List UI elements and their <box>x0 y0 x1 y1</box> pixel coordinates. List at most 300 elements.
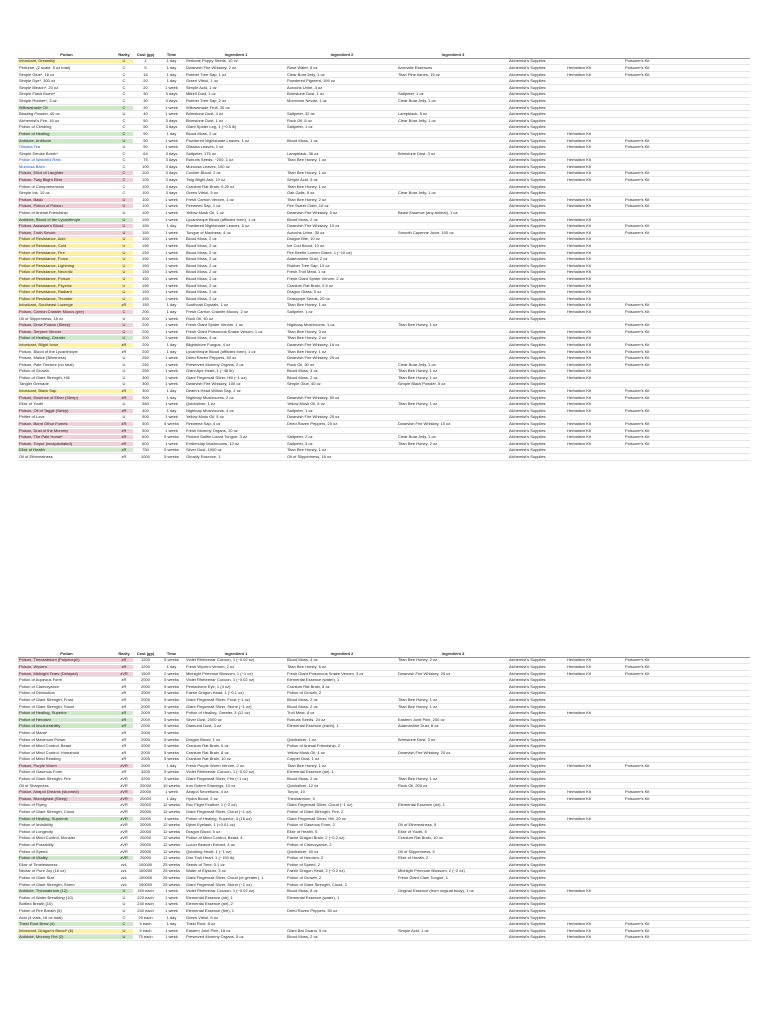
cell-ingredient-1: Dried Raven Peppers, 50 oz <box>186 356 237 361</box>
cell-rarity: C <box>122 125 126 130</box>
cell-potion: Poison, Malice (Blindness) <box>19 356 67 361</box>
cell-rarity: C <box>122 65 126 70</box>
cell-ingredient-2: Titan Bee Honey, 1 oz <box>287 303 327 308</box>
cell-ingredient-1: Fresh Mummy Organs, 10 oz <box>186 428 238 433</box>
cell-ingredient-3: Elixir of Health, 2 <box>398 856 429 861</box>
cell-kit-poisoner: Poisoner's Kit <box>625 671 650 676</box>
cell-cost: 20000 <box>139 790 152 795</box>
cell-potion: Poison, Midnight Tears (Delayed) <box>18 672 114 676</box>
cell-cost: 100 <box>142 191 149 196</box>
cell-ingredient-3: Clear Boar Jelly, 1 oz <box>398 98 436 103</box>
cell-kit-herbalism: Herbalism Kit <box>567 329 591 334</box>
cell-cost: 16 <box>143 72 148 77</box>
cell-time: 1 week <box>165 105 178 110</box>
cell-kit-alchemist: Alchemist's Supplies <box>509 402 546 407</box>
table-row <box>18 118 750 125</box>
table-row <box>18 309 750 316</box>
cell-cost: 250 <box>142 369 149 374</box>
cell-ingredient-1: Iron Golem Shavings, 10 oz <box>186 783 236 788</box>
cell-kit-alchemist: Alchemist's Supplies <box>509 303 546 308</box>
table-row <box>18 697 750 704</box>
cell-ingredient-1: Blood Moss, 2 oz <box>186 250 217 255</box>
table-row <box>18 763 750 770</box>
cell-ingredient-1: Emberclap Mushrooms, 10 oz <box>186 441 240 446</box>
cell-ingredient-3: Titan Bee Honey, 1 oz <box>398 369 438 374</box>
cell-kit-poisoner: Poisoner's Kit <box>625 204 650 209</box>
cell-potion: Potion of Vitality <box>18 856 114 860</box>
cell-ingredient-2: Blood Moss, 4 oz <box>287 369 318 374</box>
cell-time: 1 week <box>165 112 178 117</box>
cell-rarity: C <box>122 92 126 97</box>
cell-ingredient-1: Giant Spider Leg, 1 (~0.5 lb) <box>186 125 237 130</box>
cell-ingredient-2: Saltpeter, 1 oz <box>287 125 313 130</box>
cell-kit-alchemist: Alchemist's Supplies <box>509 72 546 77</box>
cell-cost: 1200 <box>141 664 150 669</box>
header-ingredient-1: Ingredient 1 <box>224 651 248 656</box>
cell-ingredient-2: Blood Moss, 2 oz <box>287 777 318 782</box>
table-row <box>18 434 750 441</box>
table-row <box>18 862 750 869</box>
cell-potion: Poison, Wyvern <box>18 665 114 669</box>
cell-potion: Simple Smoke Bomb* <box>19 151 58 156</box>
cell-time: 5 weeks <box>164 724 179 729</box>
cell-kit-alchemist: Alchemist's Supplies <box>509 270 546 275</box>
cell-kit-alchemist: Alchemist's Supplies <box>509 237 546 242</box>
cell-potion: Potion of Healing, Supreme <box>18 817 114 821</box>
cell-time: 25 weeks <box>163 869 180 874</box>
cell-ingredient-1: Southcalt Crystals, 1 oz <box>186 303 229 308</box>
cell-ingredient-1: Djinni Eyelash, 1 (<0.01 oz) <box>186 823 236 828</box>
cell-potion: Potion of Giant Strength, Storm <box>19 882 75 887</box>
cell-rarity: zVR <box>114 764 133 768</box>
cell-rarity: U <box>122 902 126 907</box>
cell-kit-poisoner: Poisoner's Kit <box>625 435 650 440</box>
cell-ingredient-1: Cranium Rat Brain, 10 oz <box>186 757 231 762</box>
cell-cost: 150 <box>142 237 149 242</box>
cell-kit-alchemist: Alchemist's Supplies <box>509 244 546 249</box>
cell-rarity: U <box>114 284 133 288</box>
cell-kit-poisoner: Poisoner's Kit <box>625 230 650 235</box>
cell-ingredient-2: Titan Bee Honey, 1 oz <box>287 763 327 768</box>
cell-ingredient-3: Beast Essence (any animal), 1 oz <box>398 211 458 216</box>
cell-rarity: C <box>114 132 133 136</box>
cell-rarity: zVR <box>120 810 128 815</box>
cell-kit-poisoner: Poisoner's Kit <box>625 178 650 183</box>
table-row <box>18 316 750 323</box>
cell-ingredient-2: Simple Acid, 5 oz <box>287 178 318 183</box>
cell-ingredient-1: Serkone Poppy Seeds, 10 oz <box>186 59 238 64</box>
table-row <box>18 776 750 783</box>
header-ingredient-1: Ingredient 1 <box>224 52 248 57</box>
cell-kit-alchemist: Alchemist's Supplies <box>509 283 546 288</box>
cell-kit-alchemist: Alchemist's Supplies <box>509 276 546 281</box>
cell-ingredient-2: Fresh Troll Meat, 1 oz <box>287 270 326 275</box>
cell-kit-poisoner: Poisoner's Kit <box>625 224 650 229</box>
cell-kit-alchemist: Alchemist's Supplies <box>509 922 546 927</box>
cell-cost: 500 <box>142 428 149 433</box>
table-row <box>18 415 750 422</box>
table-row <box>18 882 750 889</box>
cell-potion: Intoxicant, Southeast Lozenge <box>18 303 114 307</box>
cell-potion: Potion of Mind Reading <box>19 757 61 762</box>
cell-cost: 100 <box>142 178 149 183</box>
cell-ingredient-2: Troll Meat, 8 oz <box>287 711 315 716</box>
cell-rarity: U <box>114 264 133 268</box>
cell-cost: 50 <box>143 131 148 136</box>
cell-kit-herbalism: Herbalism Kit <box>567 263 591 268</box>
table-row <box>18 138 750 145</box>
cell-kit-alchemist: Alchemist's Supplies <box>509 389 546 394</box>
table-row <box>18 717 750 724</box>
cell-ingredient-2: Dwarvish Fire Whiskey, 50 oz <box>287 395 340 400</box>
cell-ingredient-3: Clear Boar Jelly, 1 oz <box>398 191 436 196</box>
cell-rarity: zVR <box>114 817 133 821</box>
cell-time: 12 weeks <box>163 810 180 815</box>
cell-cost: 600 <box>142 435 149 440</box>
cell-time: 2 weeks <box>164 671 179 676</box>
cell-kit-alchemist: Alchemist's Supplies <box>509 935 546 940</box>
cell-ingredient-1: Rubber Tree Sap, 2 oz <box>186 98 227 103</box>
cell-kit-poisoner: Poisoner's Kit <box>625 59 650 64</box>
cell-kit-herbalism: Herbalism Kit <box>567 763 591 768</box>
cell-ingredient-1: Fresh Wyvern Venom, 2 oz <box>186 664 235 669</box>
cell-cost: 20000 <box>139 803 152 808</box>
cell-cost: 200 <box>142 349 149 354</box>
cell-ingredient-1: Giant Fingernail Sliver, Fire (~1 oz) <box>186 777 248 782</box>
cell-cost: 500 <box>142 422 149 427</box>
cell-ingredient-1: Dwarvish Fire Whiskey, 100 oz <box>186 382 241 387</box>
cell-kit-herbalism: Herbalism Kit <box>567 435 591 440</box>
cell-ingredient-2: Rubber Tree Sap, 10 oz <box>287 263 330 268</box>
cell-kit-herbalism: Herbalism Kit <box>567 158 591 163</box>
cell-kit-alchemist: Alchemist's Supplies <box>509 250 546 255</box>
cell-ingredient-2: Roburis Seeds, 24 oz <box>287 717 326 722</box>
cell-rarity: C <box>122 164 126 169</box>
cell-ingredient-2: Copper Dust, 1 oz <box>287 757 320 762</box>
cell-kit-herbalism: Herbalism Kit <box>567 349 591 354</box>
cell-potion: Potion of Resistance, Fire <box>18 251 114 255</box>
table-row <box>18 355 750 362</box>
cell-ingredient-1: Pentadrone Eye, 1 (4 oz) <box>186 684 231 689</box>
cell-kit-herbalism: Herbalism Kit <box>567 250 591 255</box>
cell-potion[interactable]: Olisuba Tea <box>19 145 41 150</box>
cell-kit-poisoner: Poisoner's Kit <box>625 145 650 150</box>
cell-kit-alchemist: Alchemist's Supplies <box>509 112 546 117</box>
cell-ingredient-1: Pickled Saltfin Lizard Tongue, 3 oz <box>186 435 248 440</box>
cell-kit-alchemist: Alchemist's Supplies <box>509 336 546 341</box>
cell-ingredient-2: Saltpeter, 1 oz <box>287 408 313 413</box>
cell-ingredient-1: Fresh Carrion Venom, 1 oz <box>186 197 234 202</box>
cell-rarity: zzL <box>120 882 128 887</box>
header-time: Time <box>166 52 177 57</box>
cell-cost: 2000 <box>141 757 150 762</box>
cell-potion: Nectar of Pure Joy (16 oz) <box>19 869 66 874</box>
cell-ingredient-3: Midnight Primrose Blossom, 2 (~2 oz) <box>398 869 465 874</box>
cell-rarity: C <box>114 171 133 175</box>
table-row <box>18 849 750 856</box>
cell-ingredient-2: Blood Moss, 8 oz <box>287 889 318 894</box>
cell-rarity: zR <box>114 343 133 347</box>
cell-kit-herbalism: Herbalism Kit <box>567 796 591 801</box>
cell-kit-alchemist: Alchemist's Supplies <box>509 118 546 123</box>
cell-cost: 150 <box>142 270 149 275</box>
cell-rarity: zVR <box>114 672 133 676</box>
cell-kit-poisoner: Poisoner's Kit <box>625 922 650 927</box>
cell-kit-alchemist: Alchemist's Supplies <box>509 875 546 880</box>
table-row <box>18 151 750 158</box>
cell-cost: 150 <box>142 230 149 235</box>
table-row <box>18 658 750 665</box>
cell-ingredient-1: Simple Acid, 1 oz <box>186 85 217 90</box>
cell-rarity: U <box>122 369 126 374</box>
cell-ingredient-1: Twig Blight Ash, 10 oz <box>186 178 226 183</box>
cell-kit-poisoner: Poisoner's Kit <box>625 664 650 669</box>
cell-ingredient-1: Saltpeter, 175 oz <box>186 151 217 156</box>
cell-potion: Perfume, (2 scale, 8 oz total) <box>19 65 71 70</box>
cell-cost: 2000 <box>141 678 150 683</box>
cell-rarity: U <box>114 198 133 202</box>
cell-ingredient-1: Green Vitriol, 1 oz <box>186 79 218 84</box>
cell-rarity: zzL <box>120 862 128 867</box>
cell-time: 1 week <box>165 257 178 262</box>
cell-kit-herbalism: Herbalism Kit <box>567 270 591 275</box>
cell-time: 1 week <box>165 250 178 255</box>
cell-kit-herbalism: Herbalism Kit <box>567 283 591 288</box>
cell-time: 3 days <box>165 171 178 176</box>
cell-cost: 20000 <box>139 829 152 834</box>
cell-cost: 2000 <box>141 697 150 702</box>
cell-rarity: zR <box>114 448 133 452</box>
cell-kit-alchemist: Alchemist's Supplies <box>509 882 546 887</box>
cell-ingredient-1: Violet Rheteenar Cocoon, 1 (~0.02 oz) <box>186 678 255 683</box>
cell-rarity: zR <box>114 429 133 433</box>
header-rarity: Rarity <box>118 52 130 57</box>
cell-time: 1 week <box>165 889 178 894</box>
cell-cost: 300 <box>142 395 149 400</box>
cell-time: 10 weeks <box>163 783 180 788</box>
cell-cost: 150 <box>142 217 149 222</box>
cell-ingredient-2: Dwarvish Fire Whiskey, 16 oz <box>287 342 340 347</box>
cell-potion: Potion of Water Breathing (10) <box>19 895 73 900</box>
cell-cost: 5 each <box>139 922 152 927</box>
cell-time: 5 weeks <box>164 750 179 755</box>
cell-kit-alchemist: Alchemist's Supplies <box>509 664 546 669</box>
cell-ingredient-3: Titan Bee Honey, 2 oz <box>398 658 438 663</box>
cell-rarity: C <box>122 79 126 84</box>
cell-kit-alchemist: Alchemist's Supplies <box>509 151 546 156</box>
cell-time: 1 week <box>165 217 178 222</box>
cell-kit-herbalism: Herbalism Kit <box>567 816 591 821</box>
cell-ingredient-2: Dried Raven Peppers, 50 oz <box>287 908 338 913</box>
cell-time: 1 week <box>165 197 178 202</box>
cell-potion: Alchemist's Fire, 16 oz <box>19 118 60 123</box>
cell-time: 5 weeks <box>164 422 179 427</box>
cell-ingredient-2: Fresh Giant Poisonous Snake Venom, 3 oz <box>287 671 364 676</box>
cell-time: 25 weeks <box>163 882 180 887</box>
cell-kit-alchemist: Alchemist's Supplies <box>509 204 546 209</box>
cell-kit-alchemist: Alchemist's Supplies <box>509 422 546 427</box>
cell-kit-herbalism: Herbalism Kit <box>567 922 591 927</box>
cell-ingredient-2: Quicksilver, 1 oz <box>287 737 317 742</box>
cell-rarity: zR <box>114 435 133 439</box>
cell-time: 12 weeks <box>163 829 180 834</box>
cell-kit-poisoner: Poisoner's Kit <box>625 422 650 427</box>
cell-kit-alchemist: Alchemist's Supplies <box>509 750 546 755</box>
table-row <box>18 816 750 823</box>
cell-ingredient-2: Blood Moss, 2 oz <box>287 375 318 380</box>
cell-cost: 3200 <box>141 770 150 775</box>
table-row <box>18 796 750 803</box>
cell-ingredient-1: Giant Fingernail Sliver, Storm (~1 oz) <box>186 882 252 887</box>
cell-cost: 25 each <box>138 915 153 920</box>
cell-kit-poisoner: Poisoner's Kit <box>625 928 650 933</box>
table-row <box>18 230 750 237</box>
table-row <box>18 223 750 230</box>
cell-time: 4 weeks <box>164 816 179 821</box>
cell-cost: 100000 <box>138 882 153 887</box>
cell-kit-poisoner: Poisoner's Kit <box>625 428 650 433</box>
cell-cost: 30 <box>143 105 148 110</box>
cell-potion[interactable]: Muroosa Balm <box>19 164 45 169</box>
table-row <box>18 197 750 204</box>
cell-potion[interactable]: Potion of Watchful Rest <box>19 158 61 163</box>
cell-kit-alchemist: Alchemist's Supplies <box>509 85 546 90</box>
cell-potion: Poison, Drow Poison (Sleep) <box>18 323 114 327</box>
table-row <box>18 677 750 684</box>
cell-cost: 500 <box>142 415 149 420</box>
cell-ingredient-1: Elemental Essence (fire), 1 <box>186 908 235 913</box>
cell-rarity: zR <box>114 724 133 728</box>
cell-cost: 1500 <box>141 671 150 676</box>
cell-ingredient-1: Diamond Dust, 3 oz <box>186 724 222 729</box>
cell-ingredient-2: Giant Fingernail Sliver, Hill, 20 oz <box>287 816 346 821</box>
cell-ingredient-3: Titan Bee Honey, 1 oz <box>398 402 438 407</box>
cell-cost: 2000 <box>141 750 150 755</box>
header-rarity: Rarity <box>118 651 130 656</box>
table-row <box>18 855 750 862</box>
cell-potion: Philter of Love <box>19 415 45 420</box>
cell-ingredient-3: Lampblack, 5 oz <box>398 112 428 117</box>
cell-potion: Poison, Serpent Venom <box>18 330 114 334</box>
cell-ingredient-3: Simple Black Powder, 5 oz <box>398 382 446 387</box>
cell-ingredient-3: Titan Pine Ashes, 15 oz <box>398 72 440 77</box>
cell-ingredient-2: Nightcap Mushrooms, 1 oz <box>287 323 335 328</box>
cell-cost: 250 <box>142 362 149 367</box>
cell-rarity: zzL <box>120 869 128 874</box>
table-row <box>18 164 750 171</box>
cell-potion: Poison, Purple Worm <box>18 764 114 768</box>
cell-ingredient-1: Giant Fingernail Sliver, Cloud (or greater), 1 <box>186 875 264 880</box>
cell-ingredient-2: Potion of Giant Strength, Fire, 2 <box>287 810 344 815</box>
cell-rarity: zVR <box>120 783 128 788</box>
table-header <box>18 52 750 59</box>
table-row <box>18 375 750 382</box>
cell-rarity: C <box>122 184 126 189</box>
cell-kit-alchemist: Alchemist's Supplies <box>509 79 546 84</box>
cell-cost: 2000 <box>141 691 150 696</box>
cell-potion: Potion of Giant Strength, Stone <box>19 704 75 709</box>
cell-ingredient-1: Blood Moss, 2 oz <box>186 283 217 288</box>
cell-kit-herbalism: Herbalism Kit <box>567 138 591 143</box>
cell-rarity: U <box>122 415 126 420</box>
cell-ingredient-1: Roc Flight Feather, 1 (~2 oz) <box>186 803 237 808</box>
cell-ingredient-2: Yellow Musk Oil, 4 oz <box>287 750 325 755</box>
cell-ingredient-1: Dragon Blood, 1 oz <box>186 737 221 742</box>
cell-kit-poisoner: Poisoner's Kit <box>625 329 650 334</box>
cell-ingredient-2: Blood Moss, 2 oz <box>287 935 318 940</box>
cell-kit-herbalism: Herbalism Kit <box>567 164 591 169</box>
cell-ingredient-3: Elemental Essence (air), 1 <box>398 803 445 808</box>
cell-time: 5 weeks <box>164 684 179 689</box>
cell-time: 3 days <box>165 178 178 183</box>
cell-rarity: zR <box>121 704 127 709</box>
cell-cost: 100 <box>142 204 149 209</box>
cell-kit-alchemist: Alchemist's Supplies <box>509 230 546 235</box>
table-row <box>18 276 750 283</box>
table-row <box>18 928 750 935</box>
cell-time: 1 week <box>165 145 178 150</box>
cell-kit-poisoner: Poisoner's Kit <box>625 323 650 328</box>
cell-kit-herbalism: Herbalism Kit <box>567 428 591 433</box>
cell-cost: 250 <box>142 356 149 361</box>
cell-kit-poisoner: Poisoner's Kit <box>625 935 650 940</box>
table-row <box>18 428 750 435</box>
cell-rarity: zR <box>121 730 127 735</box>
cell-cost: 2000 <box>141 704 150 709</box>
table-row <box>18 408 750 415</box>
cell-cost: 75 each <box>138 935 153 940</box>
cell-ingredient-1: Potion of Mind Control, Beast, 4 <box>186 836 243 841</box>
cell-potion: Elixir of Youth <box>19 402 44 407</box>
cell-rarity: U <box>114 935 133 939</box>
cell-ingredient-1: Water of Elysium, 3 oz <box>186 869 226 874</box>
cell-ingredient-1: Giant Fingernail Sliver, Cloud (~1 oz) <box>186 810 252 815</box>
cell-ingredient-1: Blood Moss, 2 oz <box>186 244 217 249</box>
cell-time: 3 days <box>165 151 178 156</box>
cell-ingredient-2: Titan Bee Honey, 6 oz <box>287 664 327 669</box>
table-row <box>18 190 750 197</box>
cell-ingredient-2: Clear Boar Jelly, 1 oz <box>287 72 325 77</box>
cell-cost: 2000 <box>141 724 150 729</box>
header-potion: Potion <box>60 52 73 57</box>
cell-potion: Potion of Heroism <box>18 718 114 722</box>
cell-cost: 75 <box>143 158 148 163</box>
cell-time: 5 weeks <box>164 770 179 775</box>
cell-ingredient-2: Blood Moss, 2 oz <box>287 704 318 709</box>
cell-rarity: C <box>114 310 133 314</box>
cell-kit-herbalism: Herbalism Kit <box>567 395 591 400</box>
cell-time: 12 weeks <box>163 856 180 861</box>
cell-cost: 20000 <box>139 836 152 841</box>
cell-cost: 30 <box>143 98 148 103</box>
cell-potion: Poison, Carrion Crawler Mucus (pre) <box>18 310 114 314</box>
cell-cost: 100 <box>142 184 149 189</box>
table-row <box>18 177 750 184</box>
cell-ingredient-1: Violet Rheteenar Cocoon, 1 (~0.02 oz) <box>186 770 255 775</box>
cell-ingredient-2: Dwarvish Fire Whiskey, 25 oz <box>287 415 340 420</box>
cell-rarity: U <box>114 237 133 241</box>
table-row <box>18 204 750 211</box>
cell-cost: 150 <box>142 276 149 281</box>
cell-ingredient-2: Adamantine Dust, 2 oz <box>287 257 328 262</box>
cell-potion: Potion of Mind Control, Monster <box>19 836 76 841</box>
cell-potion: Poison, Essence of Ether (Sleep) <box>18 396 114 400</box>
cell-ingredient-1: Blood Moss, 2 oz <box>186 290 217 295</box>
cell-kit-alchemist: Alchemist's Supplies <box>509 862 546 867</box>
cell-ingredient-3: Saltpeter, 1 oz <box>398 92 424 97</box>
table-row <box>18 454 750 461</box>
cell-kit-alchemist: Alchemist's Supplies <box>509 455 546 460</box>
